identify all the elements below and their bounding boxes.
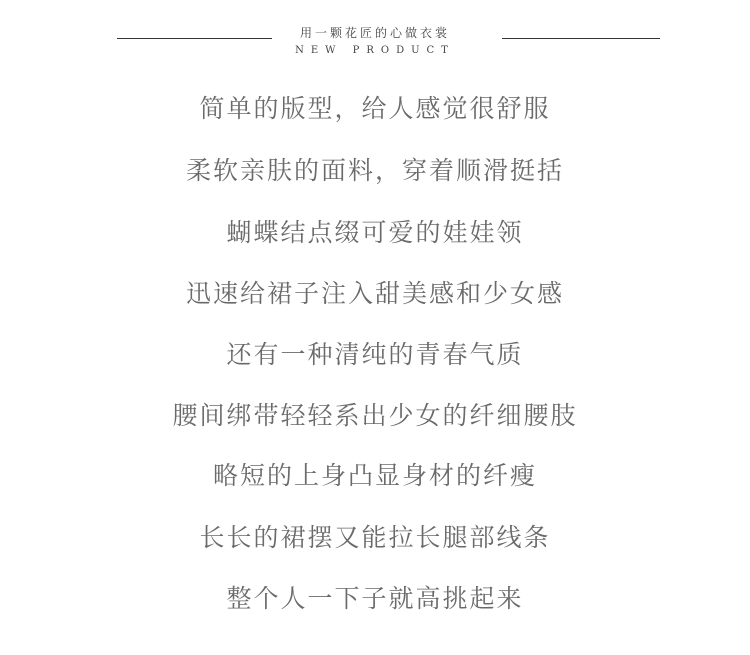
- description-line: 还有一种清纯的青春气质: [226, 340, 524, 369]
- description-line: 简单的版型，给人感觉很舒服: [199, 94, 551, 123]
- description-line: 长长的裙摆又能拉长腿部线条: [199, 523, 551, 552]
- description-line: 蝴蝶结点缀可爱的娃娃领: [226, 218, 524, 247]
- description-line: 整个人一下子就高挑起来: [226, 584, 524, 613]
- description-line: 略短的上身凸显身材的纤瘦: [212, 461, 537, 490]
- header-title: 用一颗花匠的心做衣裳: [299, 26, 450, 40]
- description-line: 迅速给裙子注入甜美感和少女感: [185, 279, 564, 308]
- description-line: 腰间绑带轻轻系出少女的纤细腰肢: [172, 401, 578, 430]
- description-line: 柔软亲肤的面料，穿着顺滑挺括: [185, 156, 564, 185]
- header-subtitle: NEW PRODUCT: [295, 45, 455, 56]
